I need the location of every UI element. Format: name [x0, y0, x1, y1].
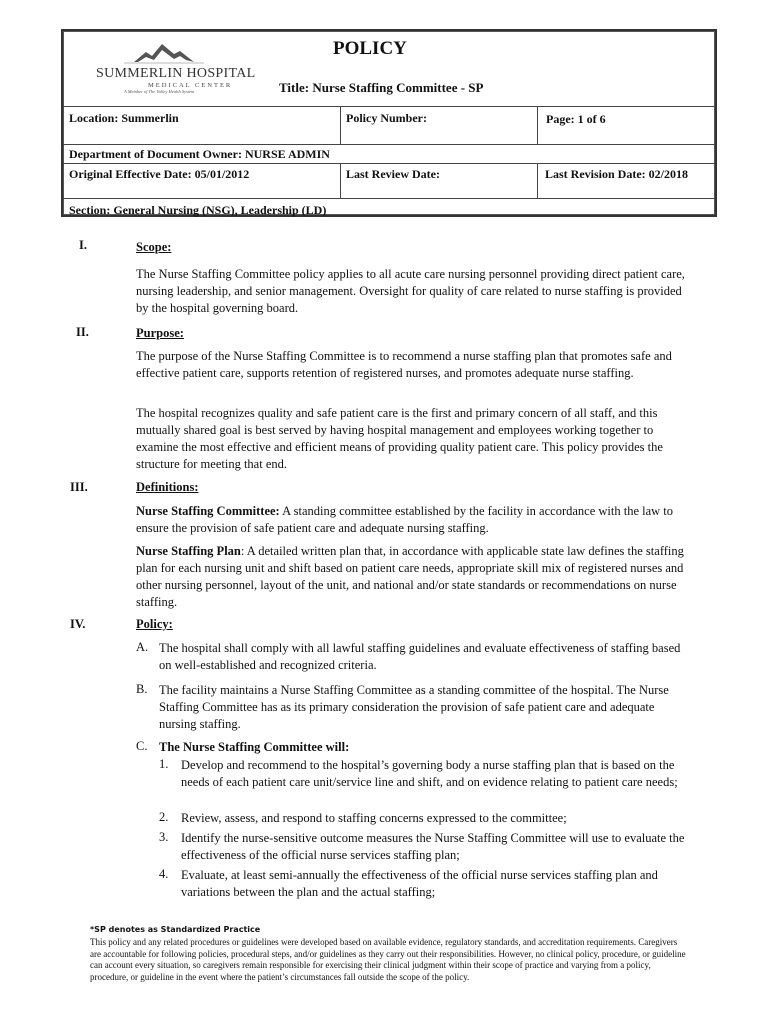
- page-count-cell: Page: 1 of 6: [546, 112, 606, 126]
- definition-nurse-staffing-committee: [136, 503, 686, 537]
- policy-item-a: The hospital shall comply with all lawful staffing guidelines and evaluate effectiveness of staffing based on well-established and recognized criteria.: [159, 641, 681, 672]
- logo-hospital-name: SUMMERLIN HOSPITAL: [96, 66, 256, 81]
- section-heading-purpose: Purpose:: [136, 326, 184, 340]
- original-effective-date-cell: Original Effective Date: 05/01/2012: [69, 167, 250, 181]
- section-number: II.: [76, 325, 89, 339]
- section-cell: Section: General Nursing (NSG), Leadership (LD): [69, 203, 327, 217]
- scope-paragraph: The Nurse Staffing Committee policy applies to all acute care nursing personnel providing direct patient care, nursing leadership, and senior management. Oversight for quality of care related to nurse staffing is provided by the hospital governing board.: [136, 267, 685, 315]
- definition-text: A standing committee established by the facility in accordance with the law to ensure the provision of safe patient care and adequate nursing staffing.: [136, 504, 674, 535]
- purpose-paragraph-2: The hospital recognizes quality and safe patient care is the first and primary concern of all staff, and this mutually shared goal is best served by having hospital management and employees working together to examine the most effective and efficient means of providing quality patient care. This policy provides the structure for meeting that end.: [136, 406, 663, 471]
- list-number: 4.: [159, 867, 169, 881]
- list-letter: C.: [136, 739, 148, 753]
- committee-duty-4: Evaluate, at least semi-annually the effectiveness of the official nurse services staffing plan and variations between the plan and the actual staffing;: [181, 868, 658, 899]
- policy-item-b: The facility maintains a Nurse Staffing Committee as a standing committee of the hospital. The Nurse Staffing Committee has as its primary consideration the provision of safe patient care and adequate nursing staffing.: [159, 683, 669, 731]
- last-revision-date-cell: Last Revision Date: 02/2018: [545, 167, 688, 181]
- header-divider: [63, 144, 715, 145]
- footer-sp-note: *SP denotes as Standardized Practice: [90, 925, 261, 934]
- header-column-divider: [340, 106, 341, 144]
- logo-medical-center: MEDICAL CENTER: [148, 82, 233, 89]
- list-letter: B.: [136, 682, 148, 696]
- policy-item-c: The Nurse Staffing Committee will:: [159, 740, 350, 754]
- department-cell: Department of Document Owner: NURSE ADMIN: [69, 147, 330, 161]
- header-divider: [63, 106, 715, 107]
- section-number: I.: [79, 238, 87, 252]
- committee-duty-3: Identify the nurse-sensitive outcome measures the Nurse Staffing Committee will use to evaluate the effectiveness of the official nurse services staffing plan;: [181, 831, 685, 862]
- section-heading-scope: Scope:: [136, 240, 172, 254]
- header-column-divider: [537, 106, 538, 144]
- policy-title: Title: Nurse Staffing Committee - SP: [279, 80, 484, 95]
- list-letter: A.: [136, 640, 149, 654]
- header-divider: [63, 163, 715, 164]
- committee-duty-2: Review, assess, and respond to staffing concerns expressed to the committee;: [181, 811, 567, 825]
- document-type-heading: POLICY: [333, 38, 407, 59]
- header-column-divider: [537, 163, 538, 198]
- footer-disclaimer: This policy and any related procedures or guidelines were developed based on available evidence, regulatory standards, and accreditation requirements. Caregivers are accountable for following policies, procedural steps, and/or guidelines as they carry out their responsibilities. However, no clinical policy, procedure, or guideline can account every situation, so caregivers remain responsible for exercising their clinical judgment within their scope of practice and varying from a policy, procedure, or guideline in the event where the patient’s circumstances fall outside the scope of the policy.: [90, 937, 686, 982]
- definition-term: Nurse Staffing Committee:: [136, 504, 280, 518]
- header-column-divider: [340, 163, 341, 198]
- list-number: 3.: [159, 830, 169, 844]
- section-heading-policy: Policy:: [136, 617, 173, 631]
- policy-number-cell: Policy Number:: [346, 111, 427, 125]
- header-divider: [63, 198, 715, 199]
- definition-text: : A detailed written plan that, in accordance with applicable state law defines the staffing plan for each nursing unit and shift based on patient care needs, appropriate skill mix of registered nurses and other nursing personnel, layout of the unit, and national and/or state standards or recommendations on nurse staffing.: [136, 544, 684, 609]
- location-cell: Location: Summerlin: [69, 111, 179, 125]
- logo-tagline: A Member of The Valley Health System: [124, 89, 195, 94]
- section-number: III.: [70, 480, 88, 494]
- definition-term: Nurse Staffing Plan: [136, 544, 241, 558]
- last-review-date-cell: Last Review Date:: [346, 167, 440, 181]
- list-number: 2.: [159, 810, 169, 824]
- section-heading-definitions: Definitions:: [136, 480, 199, 494]
- list-number: 1.: [159, 757, 169, 771]
- section-number: IV.: [70, 617, 86, 631]
- committee-duty-1: Develop and recommend to the hospital’s governing body a nurse staffing plan that is based on the needs of each patient care unit/service line and shift, and on evidence relating to patient care needs;: [181, 758, 678, 789]
- purpose-paragraph-1: The purpose of the Nurse Staffing Committee is to recommend a nurse staffing plan that promotes safe and effective patient care, supports retention of registered nurses, and promotes adequate nurse staffing.: [136, 349, 672, 380]
- definition-nurse-staffing-plan: [136, 543, 686, 611]
